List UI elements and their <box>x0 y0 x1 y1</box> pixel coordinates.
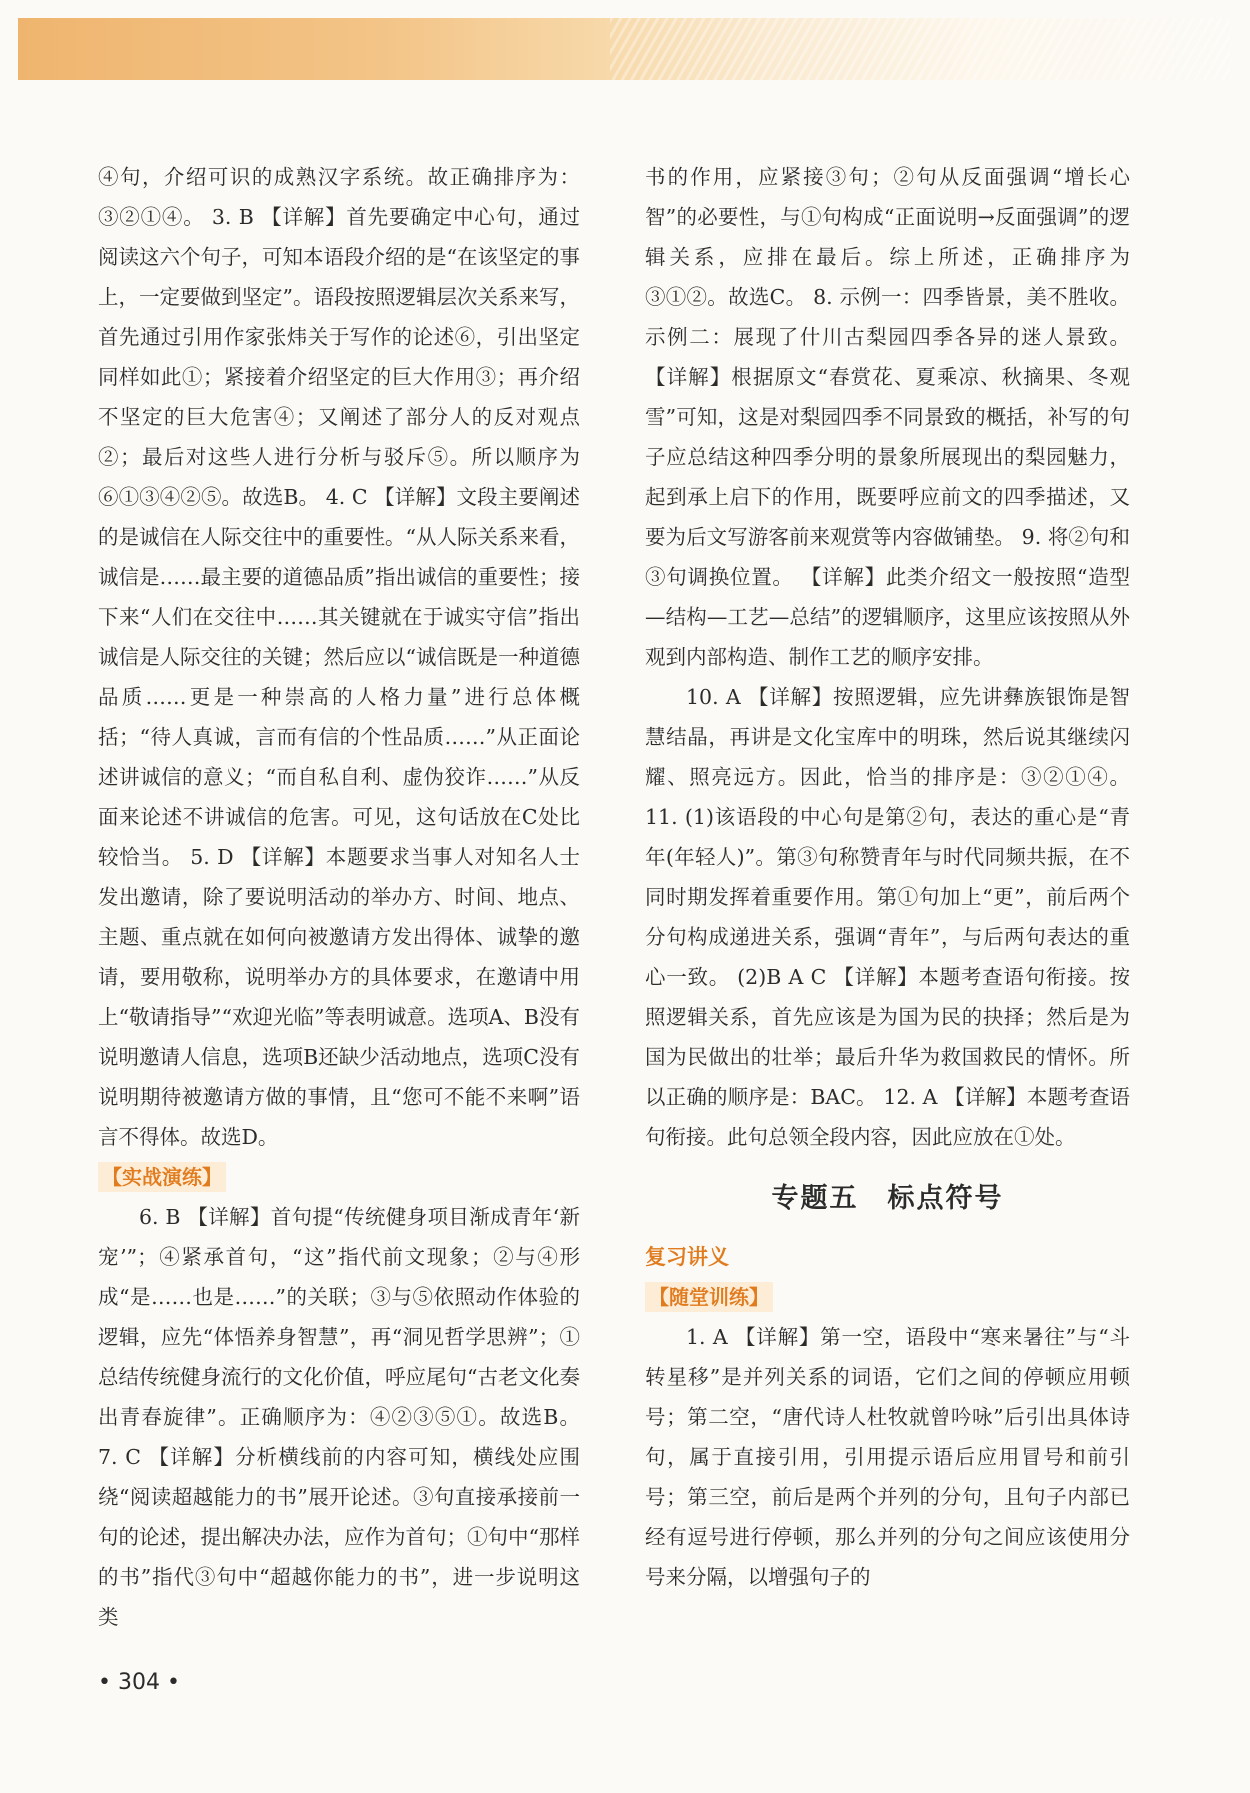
page-number: • 304 • <box>98 1670 180 1695</box>
right-answer-text-2: 10. A 【详解】按照逻辑，应先讲彝族银饰是智慧结晶，再讲是文化宝库中的明珠，然后说其继续闪耀、照亮远方。因此，恰当的排序是：③②①④。 11. (1)该语段的中心句是第②句，表达的重心是“青年(年轻人)”。第③句称赞青年与时代同频共振，在不同时期发挥着重要作用。第①句加上“更”，前后两个分句构成递进关系，强调“青年”，与后两句表达的重心一致。 (2)B A C 【详解】本题考查语句衔接。按照逻辑关系，首先应该是为国为民的抉择；然后是为国为民做出的壮举；最后升华为救国救民的情怀。所以正确的顺序是：BAC。 12. A 【详解】本题考查语句衔接。此句总领全段内容，因此应放在①处。 <box>645 685 1130 1149</box>
right-column <box>645 157 1130 1597</box>
practice-section-label: 【实战演练】 <box>98 1162 226 1192</box>
classroom-training-label: 【随堂训练】 <box>645 1282 773 1312</box>
right-answer-text-1: 书的作用，应紧接③句；②句从反面强调“增长心智”的必要性，与①句构成“正面说明→反面强调”的逻辑关系，应排在最后。综上所述，正确排序为③①②。故选C。 8. 示例一：四季皆景，美不胜收。 示例二：展现了什川古梨园四季各异的迷人景致。 【详解】根据原文“春赏花、夏乘凉、秋摘果、冬观雪”可知，这是对梨园四季不同景致的概括，补写的句子应总结这种四季分明的景象所展现出的梨园魅力，起到承上启下的作用，既要呼应前文的四季描述，又要为后文写游客前来观赏等内容做铺垫。 9. 将②句和③句调换位置。 【详解】此类介绍文一般按照“造型—结构—工艺—总结”的逻辑顺序，这里应该按照从外观到内部构造、制作工艺的顺序安排。 <box>645 165 1130 669</box>
punctuation-answer-text: 1. A 【详解】第一空，语段中“寒来暑往”与“斗转星移”是并列关系的词语，它们之间的停顿应用顿号；第二空，“唐代诗人杜牧就曾吟咏”后引出具体诗句，属于直接引用，引用提示语后应用冒号和前引号；第三空，前后是两个并列的分句，且句子内部已经有逗号进行停顿，那么并列的分句之间应该使用分号来分隔，以增强句子的 <box>645 1325 1130 1589</box>
chapter-title: 专题五 标点符号 <box>771 1183 1004 1214</box>
left-column <box>98 157 580 1637</box>
review-heading: 复习讲义 <box>645 1245 729 1269</box>
top-decorative-banner <box>18 18 1230 80</box>
banner-stripes <box>610 18 1230 80</box>
practice-answer-text: 6. B 【详解】首句提“传统健身项目渐成青年‘新宠’”；④紧承首句，“这”指代前文现象；②与④形成“是……也是……”的关联；③与⑤依照动作体验的逻辑，应先“体悟养身智慧”，再“洞见哲学思辨”；①总结传统健身流行的文化价值，呼应尾句“古老文化奏出青春旋律”。正确顺序为：④②③⑤①。故选B。 7. C 【详解】分析横线前的内容可知，横线处应围绕“阅读超越能力的书”展开论述。③句直接承接前一句的论述，提出解决办法，应作为首句；①句中“那样的书”指代③句中“超越你能力的书”，进一步说明这类 <box>98 1205 580 1629</box>
left-answer-text: ④句，介绍可识的成熟汉字系统。故正确排序为：③②①④。 3. B 【详解】首先要确定中心句，通过阅读这六个句子，可知本语段介绍的是“在该坚定的事上，一定要做到坚定”。语段按照逻辑层次关系来写，首先通过引用作家张炜关于写作的论述⑥，引出坚定同样如此①；紧接着介绍坚定的巨大作用③；再介绍不坚定的巨大危害④；又阐述了部分人的反对观点②；最后对这些人进行分析与驳斥⑤。所以顺序为⑥①③④②⑤。故选B。 4. C 【详解】文段主要阐述的是诚信在人际交往中的重要性。“从人际关系来看，诚信是……最主要的道德品质”指出诚信的重要性；接下来“人们在交往中……其关键就在于诚实守信”指出诚信是人际交往的关键；然后应以“诚信既是一种道德品质……更是一种崇高的人格力量”进行总体概括；“待人真诚，言而有信的个性品质……”从正面论述讲诚信的意义；“而自私自利、虚伪狡诈……”从反面来论述不讲诚信的危害。可见，这句话放在C处比较恰当。 5. D 【详解】本题要求当事人对知名人士发出邀请，除了要说明活动的举办方、时间、地点、主题、重点就在如何向被邀请方发出得体、诚挚的邀请，要用敬称，说明举办方的具体要求，在邀请中用上“敬请指导”“欢迎光临”等表明诚意。选项A、B没有说明邀请人信息，选项B还缺少活动地点，选项C没有说明期待被邀请方做的事情，且“您可不能不来啊”语言不得体。故选D。 <box>98 165 580 1149</box>
